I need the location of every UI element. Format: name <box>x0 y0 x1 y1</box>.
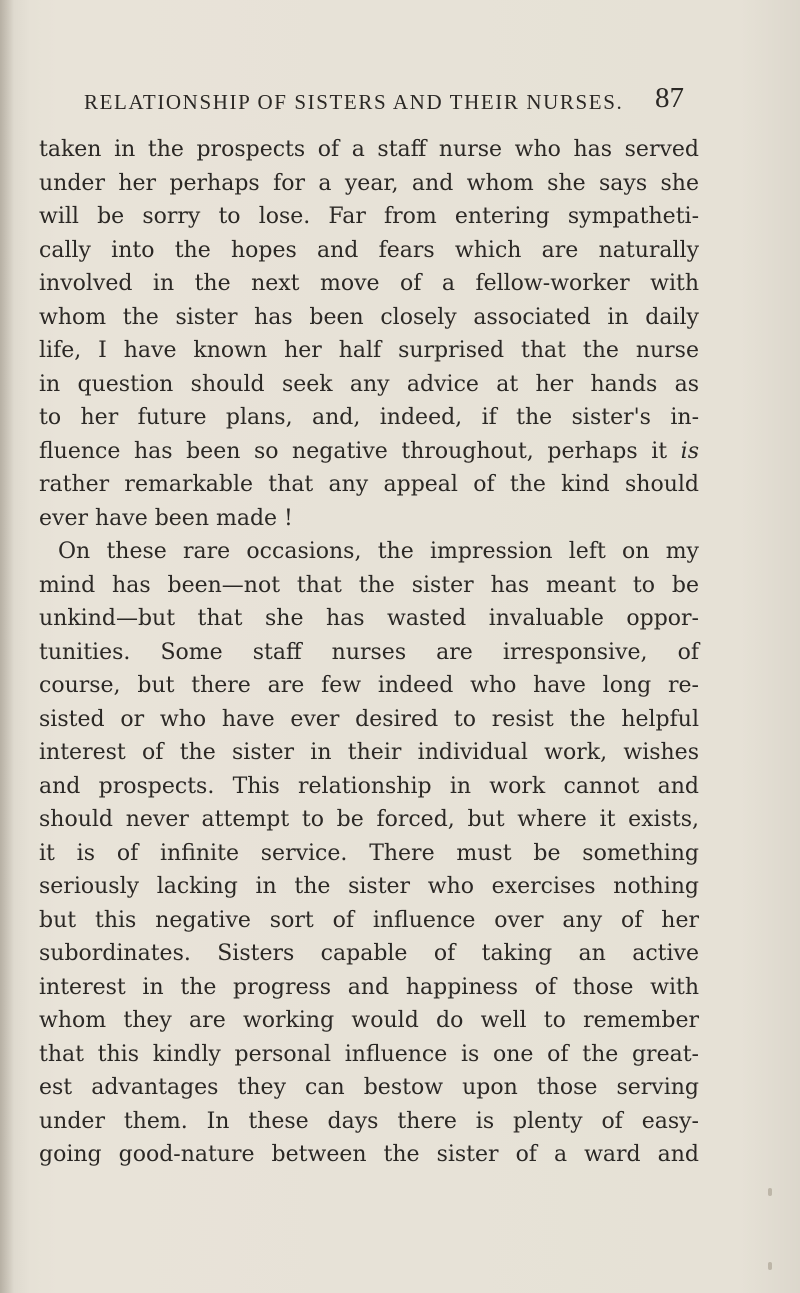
text-line: sisted or who have ever desired to resist the helpful <box>39 706 699 732</box>
text-line-paragraph-end: ever have been made ! <box>39 505 293 531</box>
text-line: whom the sister has been closely associated in daily <box>39 304 699 330</box>
text-line: course, but there are few indeed who have long re- <box>39 673 699 698</box>
text-line: will be sorry to lose. Far from entering sympatheti- <box>39 204 699 229</box>
text-line-with-italic <box>39 435 699 469</box>
text-line: going good-nature between the sister of a ward and <box>39 1142 699 1167</box>
text-line: rather remarkable that any appeal of the kind should <box>39 472 699 497</box>
text-line-paragraph-start: On these rare occasions, the impression left on my <box>58 539 699 564</box>
text-line: unkind—but that she has wasted invaluable oppor- <box>39 606 699 631</box>
text-line: to her future plans, and, indeed, if the sister's in- <box>39 405 699 430</box>
text-line: involved in the next move of a fellow-worker with <box>39 271 699 296</box>
running-head <box>84 82 684 122</box>
text-line: but this negative sort of influence over any of her <box>39 907 699 933</box>
running-head-title: RELATIONSHIP OF SISTERS AND THEIR NURSES. <box>84 90 624 114</box>
page-edge-mark <box>768 1188 772 1196</box>
text-line: that this kindly personal influence is one of the great- <box>39 1041 699 1067</box>
text-line: in question should seek any advice at her hands as <box>39 371 699 397</box>
text-line: est advantages they can bestow upon those serving <box>39 1075 699 1100</box>
text-line: whom they are working would do well to remember <box>39 1008 699 1033</box>
text-line: and prospects. This relationship in work cannot and <box>39 773 699 799</box>
page-edge-mark <box>768 1262 772 1270</box>
text-line: mind has been—not that the sister has meant to be <box>39 572 699 598</box>
text-line: under them. In these days there is plenty of easy- <box>39 1108 699 1134</box>
text-line: life, I have known her half surprised that the nurse <box>39 338 699 363</box>
spine-shadow <box>0 0 14 1293</box>
text-line: seriously lacking in the sister who exercises nothing <box>39 874 699 899</box>
text-line: should never attempt to be forced, but where it exists, <box>39 807 699 832</box>
text-line: tunities. Some staff nurses are irresponsive, of <box>39 639 699 665</box>
text-segment: fluence has been so negative throughout, perhaps it <box>39 438 668 464</box>
body-text <box>39 133 699 1172</box>
text-line: under her perhaps for a year, and whom she says she <box>39 170 699 196</box>
text-line: it is of infinite service. There must be something <box>39 840 699 866</box>
text-line: interest in the progress and happiness of those with <box>39 974 699 1000</box>
text-line: interest of the sister in their individual work, wishes <box>39 740 699 765</box>
text-line: subordinates. Sisters capable of taking an active <box>39 941 699 966</box>
text-line: taken in the prospects of a staff nurse who has served <box>39 137 699 162</box>
text-line: cally into the hopes and fears which are naturally <box>39 237 699 263</box>
italic-word: is <box>680 438 699 464</box>
page-number: 87 <box>655 82 684 114</box>
